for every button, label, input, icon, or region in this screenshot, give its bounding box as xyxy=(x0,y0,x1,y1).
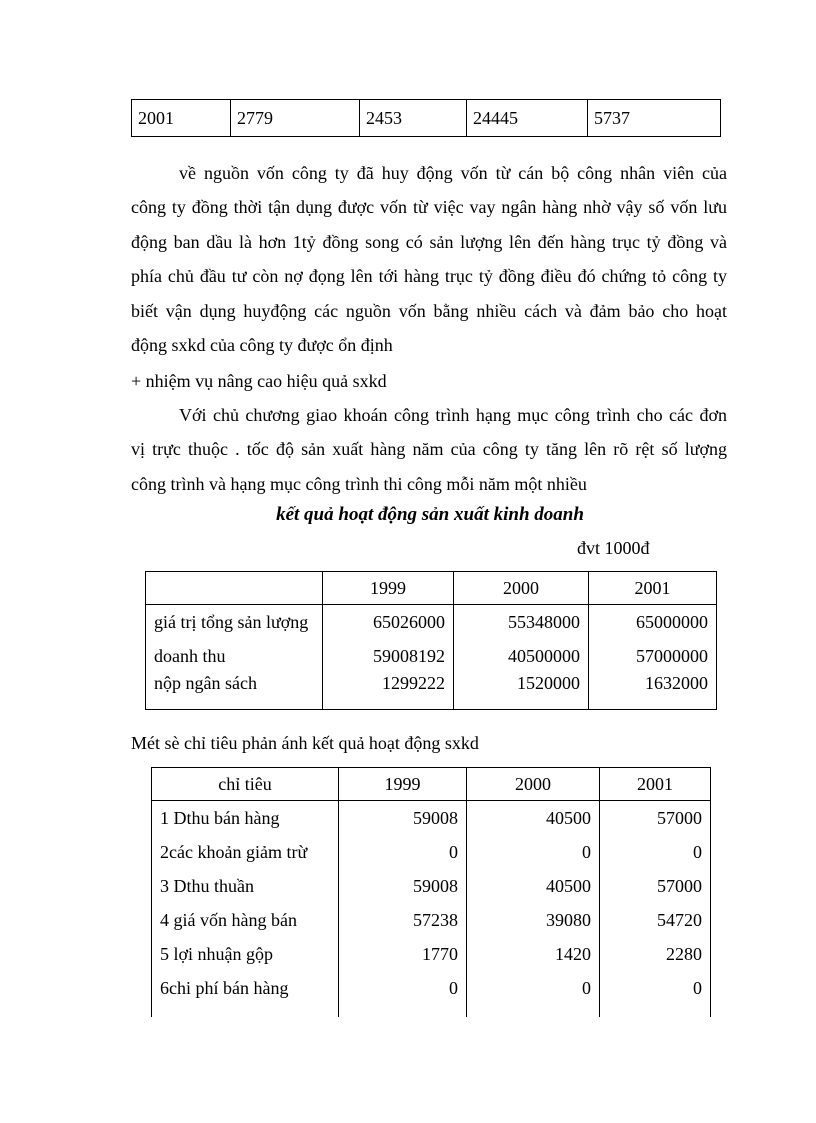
row-label: giá trị tổng sản lượng xyxy=(146,605,323,640)
table-cell: 0 xyxy=(467,835,600,869)
paragraph-tasks xyxy=(131,398,727,501)
table-row xyxy=(146,639,717,673)
table-cell: 59008192 xyxy=(323,639,454,673)
table-row xyxy=(152,937,711,971)
text-line: biết vận dụng huyđộng các nguồn vốn bằng nhiều cách và đảm bảo cho hoạt xyxy=(131,300,727,321)
header-cell: 1999 xyxy=(339,768,467,801)
table-header-row xyxy=(152,768,711,801)
header-cell: 2000 xyxy=(467,768,600,801)
header-cell xyxy=(146,572,323,605)
metrics-table xyxy=(151,767,711,1017)
paragraph-capital xyxy=(131,156,727,362)
row-label: doanh thu xyxy=(146,639,323,673)
text-line: động sxkd của công ty được ổn định xyxy=(131,334,393,355)
table-cell: 40500 xyxy=(467,869,600,903)
table-header-row xyxy=(146,572,717,605)
text-line: vị trực thuộc . tốc độ sản xuất hàng năm của công ty tăng lên rõ rệt số lượng xyxy=(131,439,727,460)
table-cell: 65000000 xyxy=(589,605,717,640)
table-cell: 59008 xyxy=(339,869,467,903)
table-cell: 0 xyxy=(339,835,467,869)
table-cell: 55348000 xyxy=(454,605,589,640)
table-row xyxy=(146,605,717,640)
table-cell: 57000 xyxy=(600,869,711,903)
table-cell: 0 xyxy=(339,971,467,1005)
text-line: Với chủ chương giao khoán công trình hạng mục công trình cho các đơn xyxy=(179,405,727,425)
table-cell: 65026000 xyxy=(323,605,454,640)
header-cell: 2000 xyxy=(454,572,589,605)
text-line: về nguồn vốn công ty đã huy động vốn từ cán bộ công nhân viên của xyxy=(179,163,727,183)
header-cell: 1999 xyxy=(323,572,454,605)
results-table xyxy=(145,571,717,710)
table-cell: 2453 xyxy=(360,100,467,137)
table-cell: 57000 xyxy=(600,801,711,836)
table-cell: 59008 xyxy=(339,801,467,836)
table-row xyxy=(152,801,711,836)
row-label: nộp ngân sách xyxy=(146,673,323,710)
table-row-continued xyxy=(152,1005,711,1017)
table-cell xyxy=(339,1005,467,1017)
text-line: công trình và hạng mục công trình thi công mỗi năm một nhiều xyxy=(131,473,587,494)
table-cell: 39080 xyxy=(467,903,600,937)
table-cell: 2779 xyxy=(231,100,360,137)
table-row xyxy=(146,673,717,710)
table-cell: 54720 xyxy=(600,903,711,937)
table-cell xyxy=(152,1005,339,1017)
table-cell: 2280 xyxy=(600,937,711,971)
metrics-intro: Mét sè chỉ tiêu phản ánh kết quả hoạt động sxkd xyxy=(131,733,479,753)
row-label: 6chi phí bán hàng xyxy=(152,971,339,1005)
header-cell: 2001 xyxy=(589,572,717,605)
text-line: động ban dầu là hơn 1tỷ đồng song có sản lượng lên đến hàng trục tỷ đồng và xyxy=(131,231,727,252)
table-row xyxy=(152,903,711,937)
table-row xyxy=(152,971,711,1005)
header-cell: chỉ tiêu xyxy=(152,768,339,801)
table-cell: 1770 xyxy=(339,937,467,971)
row-label: 2các khoản giảm trừ xyxy=(152,835,339,869)
bullet-heading: + nhiệm vụ nâng cao hiệu quả sxkd xyxy=(131,371,387,391)
row-label: 4 giá vốn hàng bán xyxy=(152,903,339,937)
table-cell: 0 xyxy=(600,835,711,869)
table-cell: 40500000 xyxy=(454,639,589,673)
unit-label: đvt 1000đ xyxy=(577,538,650,558)
table-cell: 40500 xyxy=(467,801,600,836)
table-cell: 1420 xyxy=(467,937,600,971)
table-cell: 5737 xyxy=(588,100,721,137)
row-label: 5 lợi nhuận gộp xyxy=(152,937,339,971)
table-row xyxy=(132,100,721,137)
row-label: 1 Dthu bán hàng xyxy=(152,801,339,836)
top-table xyxy=(131,99,721,137)
table-cell: 24445 xyxy=(467,100,588,137)
table-row xyxy=(152,869,711,903)
text-line: phía chủ đầu tư còn nợ đọng lên tới hàng trục tỷ đồng điều đó chứng tỏ công ty xyxy=(131,266,727,287)
results-title: kết quả hoạt động sản xuất kinh doanh xyxy=(276,504,584,525)
table-cell: 1299222 xyxy=(323,673,454,710)
row-label: 3 Dthu thuần xyxy=(152,869,339,903)
table-cell xyxy=(600,1005,711,1017)
table-cell: 0 xyxy=(600,971,711,1005)
table-row xyxy=(152,835,711,869)
header-cell: 2001 xyxy=(600,768,711,801)
table-cell: 57000000 xyxy=(589,639,717,673)
table-cell: 1520000 xyxy=(454,673,589,710)
table-cell: 1632000 xyxy=(589,673,717,710)
table-cell xyxy=(467,1005,600,1017)
text-line: công ty đồng thời tận dụng được vốn từ việc vay ngân hàng nhờ vậy số vốn lưu xyxy=(131,197,727,218)
table-cell: 57238 xyxy=(339,903,467,937)
table-cell: 0 xyxy=(467,971,600,1005)
table-cell: 2001 xyxy=(132,100,231,137)
